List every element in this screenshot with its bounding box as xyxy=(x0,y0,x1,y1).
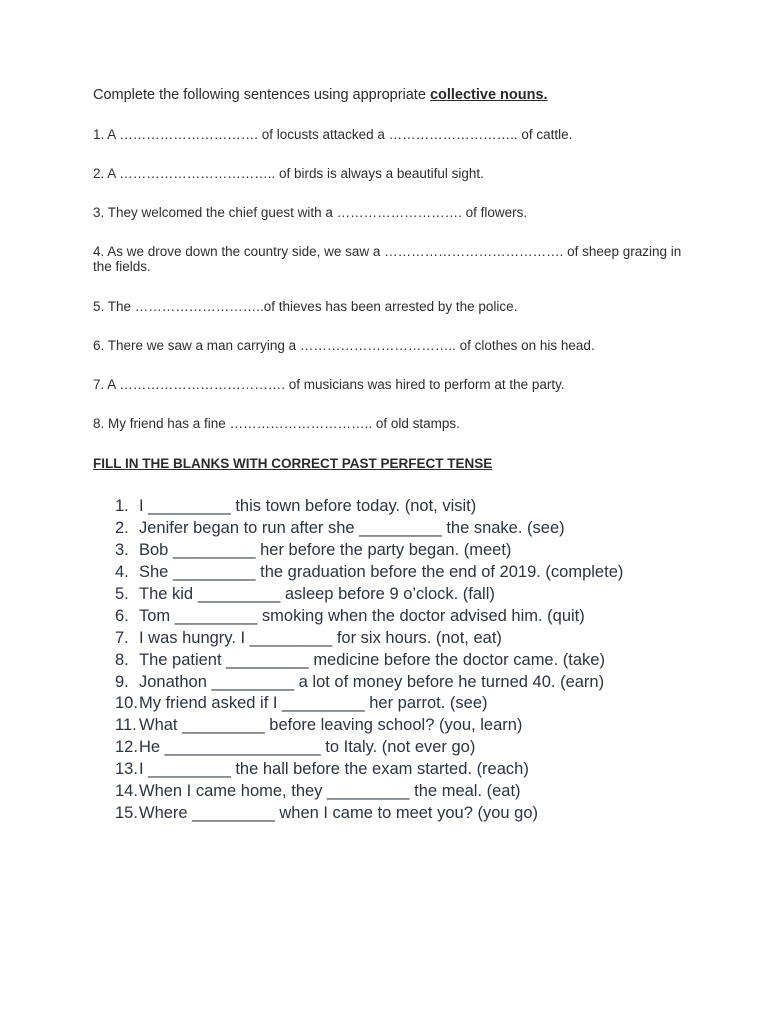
instructions-text: Complete the following sentences using appropriate xyxy=(93,87,430,103)
section-heading: FILL IN THE BLANKS WITH CORRECT PAST PERFECT TENSE xyxy=(93,456,493,471)
item-text: Tom _________ smoking when the doctor advised him. (quit) xyxy=(139,606,585,625)
item-text: She _________ the graduation before the end of 2019. (complete) xyxy=(139,563,624,582)
item-number: 10. xyxy=(115,694,138,713)
item-number: 6. xyxy=(115,606,129,625)
item-number: 4. xyxy=(115,563,129,582)
question-5: 5. The ………………………..of thieves has been arrested by the police. xyxy=(93,299,518,314)
item-number: 11. xyxy=(115,716,137,735)
list-item xyxy=(115,802,623,824)
list-item xyxy=(115,562,623,584)
item-text: The kid _________ asleep before 9 o’clock. (fall) xyxy=(139,585,495,603)
question-2: 2. A …………………………….. of birds is always a beautiful sight. xyxy=(93,166,484,181)
item-text: When I came home, they _________ the meal. (eat) xyxy=(139,782,521,801)
item-text: I was hungry. I _________ for six hours. (not, eat) xyxy=(139,628,502,647)
item-number: 15. xyxy=(115,803,138,822)
item-number: 9. xyxy=(115,672,129,691)
list-item xyxy=(115,715,623,737)
question-4: 4. As we drove down the country side, we saw a …………………………………. of sheep grazing in the fields. xyxy=(93,244,682,274)
item-text: My friend asked if I _________ her parrot. (see) xyxy=(139,694,488,713)
list-item xyxy=(115,781,623,803)
item-text: Jonathon _________ a lot of money before he turned 40. (earn) xyxy=(139,672,605,691)
list-item xyxy=(115,518,623,540)
item-text: What _________ before leaving school? (you, learn) xyxy=(139,716,523,735)
question-3: 3. They welcomed the chief guest with a ………………………. of flowers. xyxy=(93,205,528,220)
item-number: 7. xyxy=(115,628,129,647)
list-item xyxy=(115,496,623,518)
list-item xyxy=(115,649,623,671)
list-item xyxy=(115,671,623,693)
item-text: I _________ the hall before the exam started. (reach) xyxy=(139,760,529,779)
list-item xyxy=(115,693,623,715)
question-6: 6. There we saw a man carrying a …………………………….. of clothes on his head. xyxy=(93,338,595,353)
item-text: He _________________ to Italy. (not ever go) xyxy=(139,738,476,757)
item-text: Jenifer began to run after she _________ the snake. (see) xyxy=(139,519,565,538)
item-text: The patient _________ medicine before the doctor came. (take) xyxy=(139,650,605,669)
list-item xyxy=(115,627,623,649)
item-number: 5. xyxy=(115,585,129,603)
question-7: 7. A ………………………………. of musicians was hired to perform at the party. xyxy=(93,377,565,392)
item-number: 2. xyxy=(115,519,129,538)
list-item xyxy=(115,540,623,562)
item-number: 3. xyxy=(115,541,129,560)
question-8: 8. My friend has a fine ………………………….. of old stamps. xyxy=(93,416,460,431)
list-item xyxy=(115,605,623,627)
item-number: 8. xyxy=(115,650,129,669)
item-number: 1. xyxy=(115,497,129,516)
instructions-emphasis: collective nouns. xyxy=(429,87,548,103)
list-item xyxy=(115,759,623,781)
question-1: 1. A …………………………. of locusts attacked a ……………………….. of cattle. xyxy=(93,127,573,142)
list-item xyxy=(115,584,623,606)
past-perfect-list xyxy=(115,496,623,824)
item-text: I _________ this town before today. (not, visit) xyxy=(139,497,477,516)
item-number: 12. xyxy=(115,738,138,757)
instructions xyxy=(93,87,548,103)
item-number: 14. xyxy=(115,782,138,801)
item-number: 13. xyxy=(115,760,138,779)
item-text: Where _________ when I came to meet you? (you go) xyxy=(139,803,538,822)
list-item xyxy=(115,737,623,759)
item-text: Bob _________ her before the party began. (meet) xyxy=(139,541,512,560)
